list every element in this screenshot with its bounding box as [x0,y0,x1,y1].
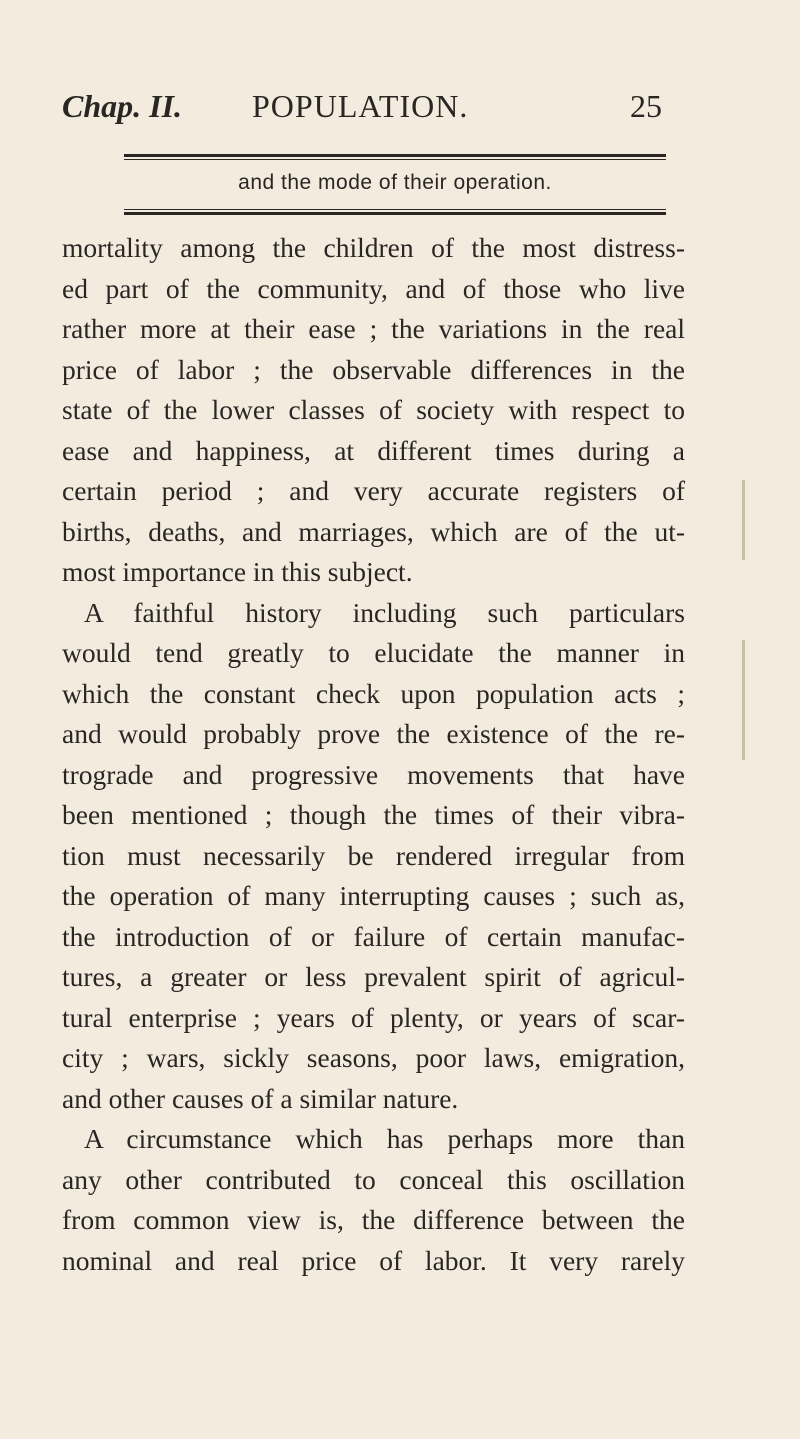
text-line: and would probably prove the existence of the re- [62,718,685,749]
text-line: most importance in this subject. [62,556,413,587]
text-line: been mentioned ; though the times of their vibra- [62,799,685,830]
text-line: ease and happiness, at different times during a [62,434,685,466]
text-line: from common view is, the difference between the [62,1204,685,1235]
text-line: tural enterprise ; years of plenty, or years of scar- [62,1001,685,1033]
page-title: POPULATION. [252,88,469,124]
body-text [62,228,685,1281]
subheading-rule-thin [124,209,666,210]
page-edge-shadow [742,640,745,760]
text-line: state of the lower classes of society with respect to [62,394,685,425]
text-line: and other causes of a similar nature. [62,1082,459,1114]
text-line: the operation of many interrupting causes ; such as, [62,880,685,911]
text-line: which the constant check upon population acts ; [62,677,685,709]
text-line: mortality among the children of the most distress- [62,232,685,263]
text-line: tures, a greater or less prevalent spirit of agricul- [62,961,685,992]
text-line: tion must necessarily be rendered irregular from [62,839,685,871]
text-line: the introduction of or failure of certain manufac- [62,920,685,952]
page-edge-shadow [742,480,745,560]
subheading-rule-thick [124,212,666,215]
header-rule-thick [124,154,666,157]
text-line: any other contributed to conceal this oscillation [62,1163,685,1195]
header-rule-thin [124,159,666,160]
text-line: rather more at their ease ; the variations in the real [62,313,685,344]
text-line: births, deaths, and marriages, which are of the ut- [62,515,685,547]
page-number: 25 [630,88,662,124]
text-line: nominal and real price of labor. It very rarely [62,1244,685,1276]
running-header [62,88,662,132]
text-line: ed part of the community, and of those who live [62,272,685,304]
text-line: price of labor ; the observable differences in the [62,353,685,385]
section-subheading: and the mode of their operation. [238,171,552,194]
text-line: city ; wars, sickly seasons, poor laws, emigration, [62,1042,685,1073]
text-line: A circumstance which has perhaps more than [84,1123,685,1154]
text-line: A faithful history including such particulars [84,596,685,628]
text-line: would tend greatly to elucidate the manner in [62,637,685,668]
text-line: certain period ; and very accurate registers of [62,475,685,506]
text-line: trograde and progressive movements that have [62,758,685,790]
chapter-label: Chap. II. [62,88,183,124]
